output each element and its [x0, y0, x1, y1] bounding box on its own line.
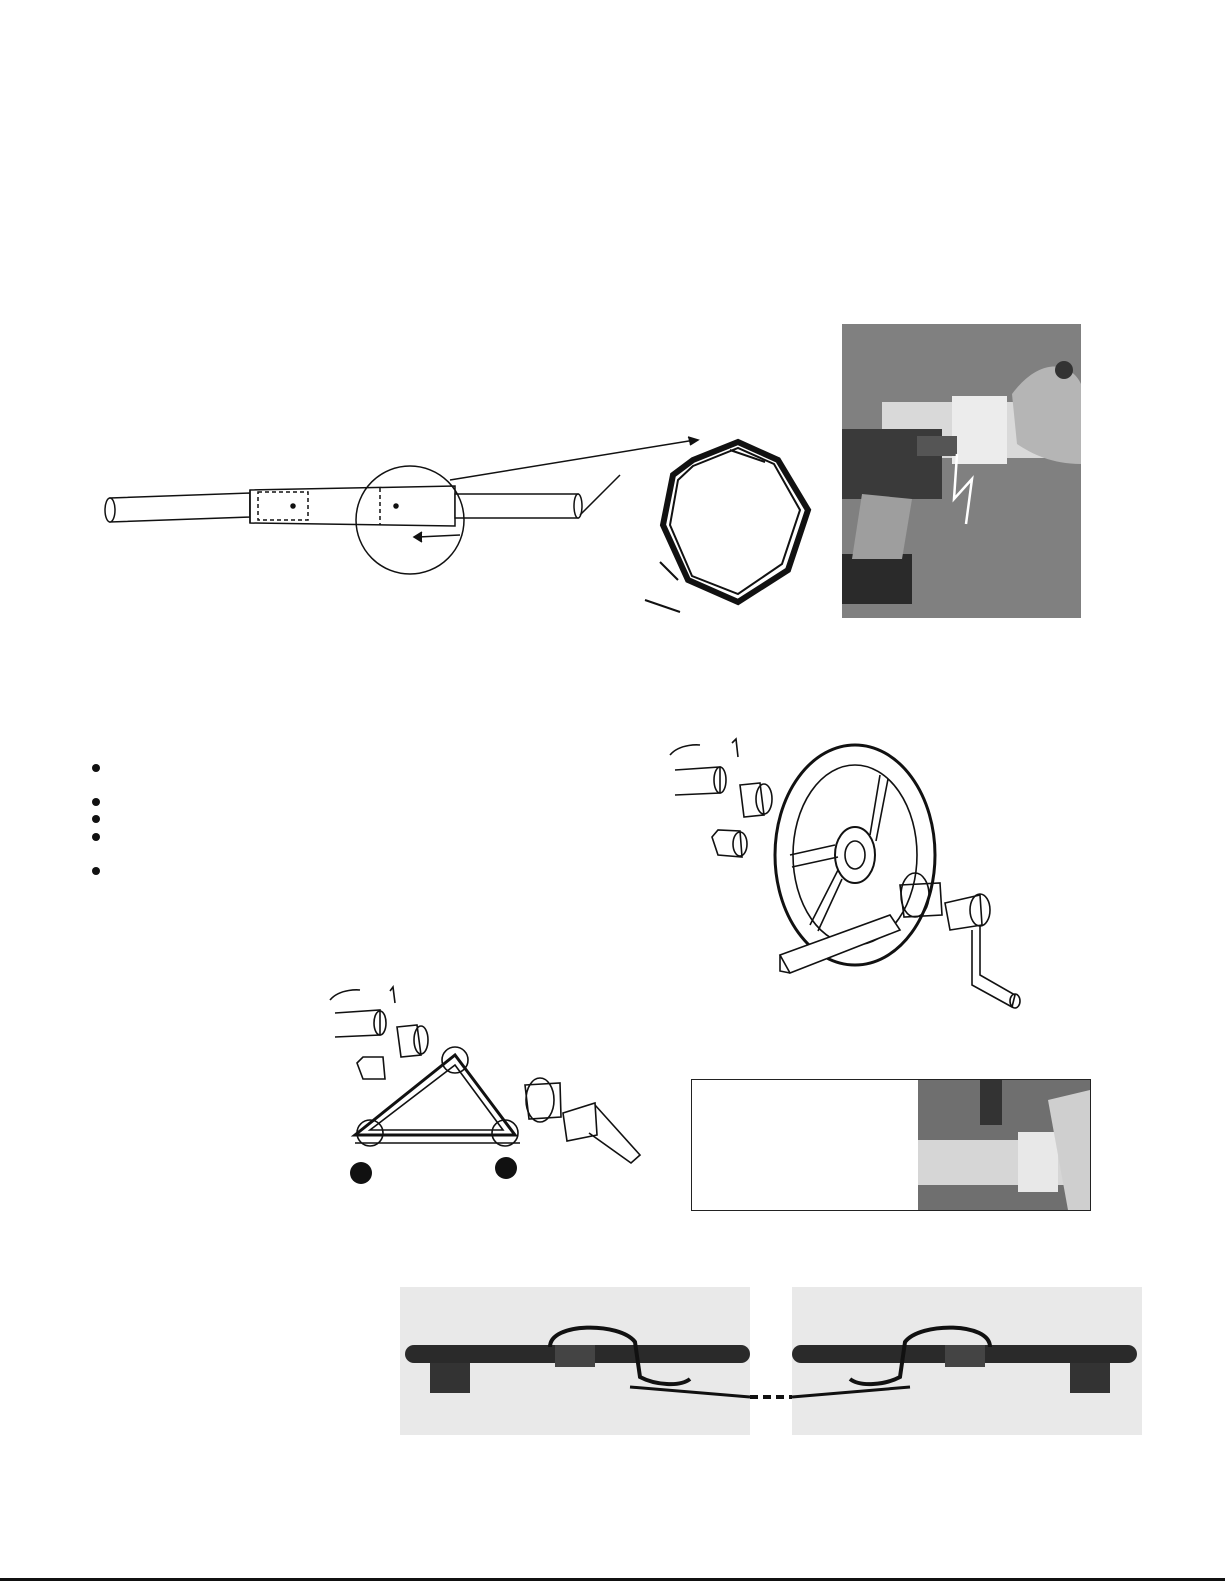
drill-detail-photo [918, 1080, 1090, 1210]
wheel-crank-assembly [660, 735, 1030, 1025]
bullet-4 [92, 833, 100, 841]
bullet-3 [92, 815, 100, 823]
info-box [691, 1079, 1091, 1211]
pole-joint-diagram [100, 430, 820, 620]
bullet-2 [92, 798, 100, 806]
drill-photo [842, 324, 1081, 618]
a-frame-assembly [325, 985, 645, 1190]
bullet-5 [92, 867, 100, 875]
footer-rule [0, 1578, 1225, 1581]
bullet-1 [92, 764, 100, 772]
strap-routing-photos [400, 1287, 1142, 1435]
